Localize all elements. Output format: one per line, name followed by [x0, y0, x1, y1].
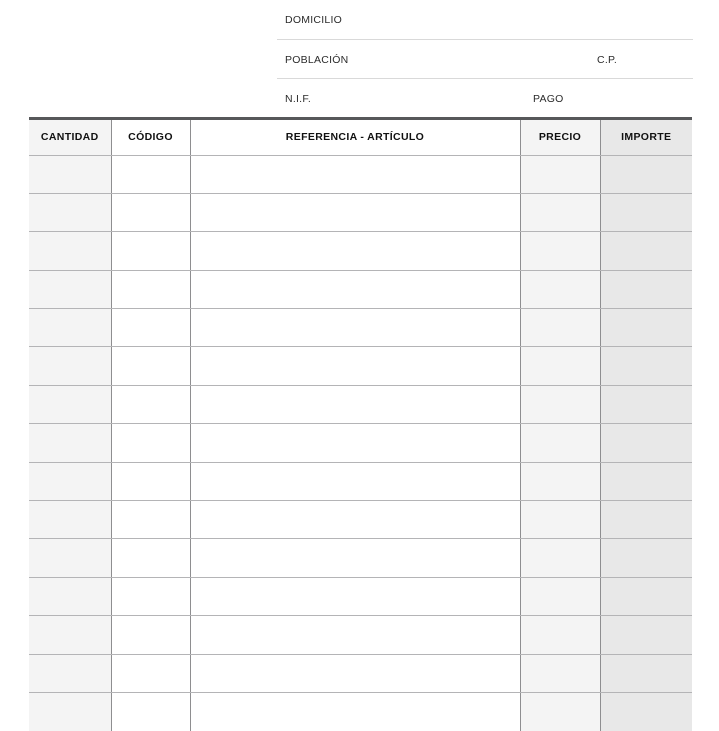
cell-cantidad[interactable]	[29, 462, 111, 500]
cell-value-codigo	[112, 501, 190, 538]
cell-referencia[interactable]	[190, 654, 520, 692]
cell-value-cantidad	[29, 232, 111, 269]
items-grid	[29, 120, 692, 731]
cell-value-importe	[601, 655, 693, 692]
cell-precio[interactable]	[520, 193, 600, 231]
cell-value-importe	[601, 693, 693, 731]
cell-referencia[interactable]	[190, 309, 520, 347]
form-row-poblacion	[277, 39, 693, 79]
cell-precio[interactable]	[520, 692, 600, 730]
cell-value-cantidad	[29, 578, 111, 615]
cell-importe[interactable]	[600, 462, 692, 500]
cell-value-codigo	[112, 347, 190, 384]
cell-precio[interactable]	[520, 270, 600, 308]
cell-value-referencia	[191, 616, 520, 653]
cell-value-cantidad	[29, 463, 111, 500]
table-header	[29, 120, 692, 155]
form-row-domicilio	[277, 0, 693, 39]
cell-value-cantidad	[29, 386, 111, 423]
column-header-cantidad: CANTIDAD	[29, 120, 111, 155]
cell-value-cantidad	[29, 309, 111, 346]
cell-precio[interactable]	[520, 577, 600, 615]
cell-value-referencia	[191, 271, 520, 308]
cell-value-importe	[601, 539, 693, 576]
cell-value-precio	[521, 463, 600, 500]
cell-importe[interactable]	[600, 577, 692, 615]
table-row[interactable]	[29, 193, 692, 231]
cell-value-precio	[521, 271, 600, 308]
cell-value-referencia	[191, 232, 520, 269]
cell-value-importe	[601, 194, 693, 231]
cell-value-importe	[601, 578, 693, 615]
cell-value-referencia	[191, 501, 520, 538]
table-row[interactable]	[29, 155, 692, 193]
cell-value-referencia	[191, 693, 520, 731]
cell-importe[interactable]	[600, 424, 692, 462]
cell-referencia[interactable]	[190, 616, 520, 654]
cell-codigo[interactable]	[111, 501, 190, 539]
form-row-nif	[277, 78, 693, 118]
cell-codigo[interactable]	[111, 462, 190, 500]
cell-precio[interactable]	[520, 462, 600, 500]
cell-value-codigo	[112, 578, 190, 615]
cell-cantidad[interactable]	[29, 193, 111, 231]
cell-value-precio	[521, 578, 600, 615]
line-items-table	[29, 117, 692, 713]
table-row[interactable]	[29, 462, 692, 500]
cell-importe[interactable]	[600, 616, 692, 654]
cell-referencia[interactable]	[190, 193, 520, 231]
cell-importe[interactable]	[600, 385, 692, 423]
cell-value-cantidad	[29, 501, 111, 538]
cell-codigo[interactable]	[111, 347, 190, 385]
cell-cantidad[interactable]	[29, 501, 111, 539]
cell-value-precio	[521, 232, 600, 269]
cell-codigo[interactable]	[111, 577, 190, 615]
cell-referencia[interactable]	[190, 232, 520, 270]
cell-cantidad[interactable]	[29, 385, 111, 423]
cell-value-codigo	[112, 271, 190, 308]
cell-value-cantidad	[29, 539, 111, 576]
cell-precio[interactable]	[520, 539, 600, 577]
cell-precio[interactable]	[520, 654, 600, 692]
cell-value-precio	[521, 424, 600, 461]
cell-cantidad[interactable]	[29, 347, 111, 385]
table-row[interactable]	[29, 501, 692, 539]
cell-precio[interactable]	[520, 347, 600, 385]
cell-value-referencia	[191, 347, 520, 384]
table-row[interactable]	[29, 270, 692, 308]
table-row[interactable]	[29, 309, 692, 347]
label-codigo-postal: C.P.	[597, 53, 618, 66]
table-row[interactable]	[29, 424, 692, 462]
cell-value-importe	[601, 156, 693, 193]
cell-value-referencia	[191, 424, 520, 461]
cell-importe[interactable]	[600, 539, 692, 577]
label-nif: N.I.F.	[285, 92, 312, 105]
cell-importe[interactable]	[600, 270, 692, 308]
cell-value-referencia	[191, 655, 520, 692]
cell-precio[interactable]	[520, 309, 600, 347]
cell-referencia[interactable]	[190, 692, 520, 730]
cell-value-precio	[521, 501, 600, 538]
cell-precio[interactable]	[520, 232, 600, 270]
cell-value-cantidad	[29, 424, 111, 461]
cell-value-codigo	[112, 693, 190, 731]
label-pago: PAGO	[533, 92, 564, 105]
cell-cantidad[interactable]	[29, 539, 111, 577]
cell-importe[interactable]	[600, 309, 692, 347]
cell-value-importe	[601, 309, 693, 346]
cell-value-referencia	[191, 194, 520, 231]
cell-value-cantidad	[29, 655, 111, 692]
cell-referencia[interactable]	[190, 501, 520, 539]
cell-importe[interactable]	[600, 654, 692, 692]
table-body	[29, 155, 692, 731]
cell-cantidad[interactable]	[29, 155, 111, 193]
table-row[interactable]	[29, 232, 692, 270]
cell-value-codigo	[112, 386, 190, 423]
cell-value-cantidad	[29, 156, 111, 193]
cell-codigo[interactable]	[111, 616, 190, 654]
cell-value-referencia	[191, 156, 520, 193]
cell-value-referencia	[191, 539, 520, 576]
customer-details-block	[277, 0, 693, 117]
table-row[interactable]	[29, 577, 692, 615]
cell-value-importe	[601, 386, 693, 423]
cell-value-cantidad	[29, 347, 111, 384]
cell-cantidad[interactable]	[29, 270, 111, 308]
label-poblacion: POBLACIÓN	[285, 53, 349, 66]
cell-cantidad[interactable]	[29, 309, 111, 347]
cell-value-precio	[521, 616, 600, 653]
cell-referencia[interactable]	[190, 424, 520, 462]
cell-value-codigo	[112, 616, 190, 653]
cell-cantidad[interactable]	[29, 232, 111, 270]
cell-value-importe	[601, 463, 693, 500]
cell-referencia[interactable]	[190, 462, 520, 500]
cell-referencia[interactable]	[190, 385, 520, 423]
cell-precio[interactable]	[520, 616, 600, 654]
cell-value-precio	[521, 386, 600, 423]
cell-value-precio	[521, 655, 600, 692]
cell-cantidad[interactable]	[29, 577, 111, 615]
cell-value-codigo	[112, 156, 190, 193]
column-header-codigo: CÓDIGO	[111, 120, 190, 155]
cell-codigo[interactable]	[111, 232, 190, 270]
cell-value-cantidad	[29, 271, 111, 308]
table-row[interactable]	[29, 654, 692, 692]
cell-value-precio	[521, 539, 600, 576]
cell-codigo[interactable]	[111, 193, 190, 231]
cell-value-cantidad	[29, 693, 111, 731]
cell-referencia[interactable]	[190, 155, 520, 193]
column-header-precio: PRECIO	[520, 120, 600, 155]
cell-value-importe	[601, 424, 693, 461]
cell-codigo[interactable]	[111, 309, 190, 347]
cell-value-cantidad	[29, 616, 111, 653]
cell-cantidad[interactable]	[29, 654, 111, 692]
cell-value-referencia	[191, 578, 520, 615]
cell-value-codigo	[112, 539, 190, 576]
cell-value-codigo	[112, 655, 190, 692]
cell-importe[interactable]	[600, 347, 692, 385]
cell-importe[interactable]	[600, 232, 692, 270]
cell-value-codigo	[112, 232, 190, 269]
cell-precio[interactable]	[520, 385, 600, 423]
cell-codigo[interactable]	[111, 424, 190, 462]
cell-value-codigo	[112, 194, 190, 231]
cell-referencia[interactable]	[190, 270, 520, 308]
cell-codigo[interactable]	[111, 692, 190, 730]
cell-importe[interactable]	[600, 155, 692, 193]
label-domicilio: DOMICILIO	[285, 13, 343, 26]
cell-value-precio	[521, 347, 600, 384]
cell-value-importe	[601, 616, 693, 653]
cell-referencia[interactable]	[190, 347, 520, 385]
cell-value-importe	[601, 271, 693, 308]
cell-cantidad[interactable]	[29, 692, 111, 730]
cell-cantidad[interactable]	[29, 424, 111, 462]
cell-codigo[interactable]	[111, 654, 190, 692]
cell-value-cantidad	[29, 194, 111, 231]
cell-codigo[interactable]	[111, 385, 190, 423]
cell-referencia[interactable]	[190, 539, 520, 577]
cell-value-importe	[601, 347, 693, 384]
cell-value-importe	[601, 501, 693, 538]
cell-precio[interactable]	[520, 155, 600, 193]
cell-referencia[interactable]	[190, 577, 520, 615]
cell-value-referencia	[191, 309, 520, 346]
cell-value-referencia	[191, 386, 520, 423]
cell-importe[interactable]	[600, 501, 692, 539]
cell-value-precio	[521, 194, 600, 231]
cell-value-codigo	[112, 463, 190, 500]
cell-codigo[interactable]	[111, 155, 190, 193]
cell-importe[interactable]	[600, 193, 692, 231]
table-header-row	[29, 120, 692, 155]
cell-precio[interactable]	[520, 501, 600, 539]
cell-value-precio	[521, 156, 600, 193]
cell-codigo[interactable]	[111, 270, 190, 308]
cell-precio[interactable]	[520, 424, 600, 462]
table-row[interactable]	[29, 347, 692, 385]
column-header-importe: IMPORTE	[600, 120, 692, 155]
cell-codigo[interactable]	[111, 539, 190, 577]
table-row[interactable]	[29, 385, 692, 423]
cell-value-codigo	[112, 309, 190, 346]
cell-value-referencia	[191, 463, 520, 500]
cell-value-codigo	[112, 424, 190, 461]
table-row[interactable]	[29, 692, 692, 730]
table-row[interactable]	[29, 616, 692, 654]
cell-importe[interactable]	[600, 692, 692, 730]
cell-value-importe	[601, 232, 693, 269]
table-row[interactable]	[29, 539, 692, 577]
column-header-referencia-articulo: REFERENCIA - ARTÍCULO	[190, 120, 520, 155]
cell-value-precio	[521, 693, 600, 731]
cell-cantidad[interactable]	[29, 616, 111, 654]
cell-value-precio	[521, 309, 600, 346]
